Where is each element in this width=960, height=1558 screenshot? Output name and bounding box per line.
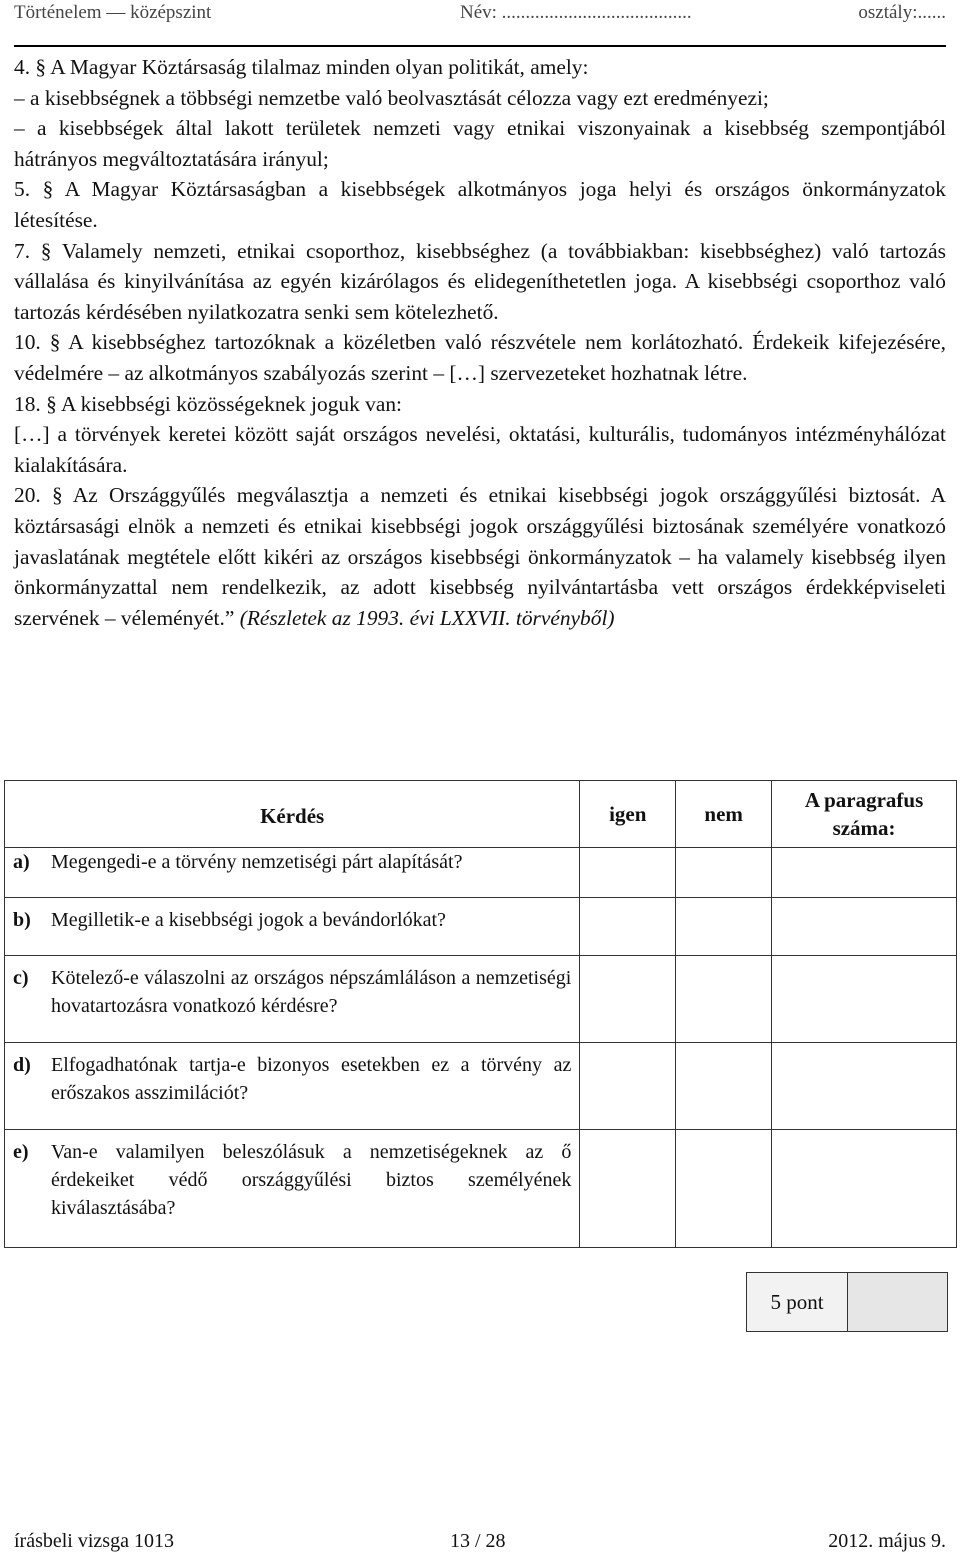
table-row (5, 1130, 957, 1248)
table-header-row (5, 781, 957, 848)
exam-date: 2012. május 9. (828, 1530, 946, 1552)
answer-yes-cell[interactable] (580, 1130, 676, 1248)
table-row (5, 848, 957, 898)
question-label: a) (13, 851, 30, 873)
table-row (5, 898, 957, 956)
paragraph-7: 7. § Valamely nemzeti, etnikai csoporthoz, kisebbséghez (a továbbiakban: kisebbséghez) való tartozás vállalása és kinyilvánítása az egyén kizárólagos és elidegeníthetetlen joga. A kisebbségi csoporthoz való tartozás kérdésében nyilatkozatra senki sem kötelezhető. (14, 238, 946, 324)
law-excerpt (14, 52, 946, 633)
question-label: d) (13, 1054, 31, 1076)
header-question: Kérdés (5, 781, 580, 848)
answer-no-cell[interactable] (676, 1130, 772, 1248)
header-paragraph-number: A paragrafus száma: (772, 781, 957, 848)
table-row (5, 956, 957, 1043)
paragraph-20 (14, 480, 946, 633)
question-cell (5, 1043, 580, 1130)
header-yes: igen (580, 781, 676, 848)
answer-yes-cell[interactable] (580, 956, 676, 1043)
question-cell (5, 1130, 580, 1248)
page-header (14, 0, 946, 36)
paragraph-18-item: […] a törvények keretei között saját országos nevelési, oktatási, kulturális, tudományos intézményhálózat kialakítására. (14, 422, 946, 477)
subject-title: Történelem — középszint (14, 2, 212, 23)
header-no: nem (676, 781, 772, 848)
score-box (746, 1272, 948, 1332)
paragraph-18: 18. § A kisebbségi közösségeknek joguk van: (14, 391, 402, 416)
paragraph-20-text: 20. § Az Országgyűlés megválasztja a nemzeti és etnikai kisebbségi jogok országgyűlési biztosát. A köztársasági elnök a nemzeti és etnikai kisebbségi jogok országgyűlési biztosának személyére vonatkozó javaslatának megtétele előtt kikéri az országos kisebbségi önkormányzatok – ha valamely kisebbség ilyen önkormányzattal nem rendelkezik, az adott kisebbség nyilvántartásba vett országos érdekképviseleti szervének – véleményét.” (14, 483, 946, 630)
question-cell (5, 848, 580, 898)
answer-no-cell[interactable] (676, 956, 772, 1043)
paragraph-4: 4. § A Magyar Köztársaság tilalmaz minden olyan politikát, amely: (14, 55, 589, 79)
source-citation: (Részletek az 1993. évi LXXVII. törvényből) (239, 605, 615, 630)
question-label: c) (13, 967, 29, 989)
answer-no-cell[interactable] (676, 1043, 772, 1130)
score-label: 5 pont (747, 1273, 848, 1331)
paragraph-number-cell[interactable] (772, 848, 957, 898)
question-label: e) (13, 1141, 29, 1163)
score-value-field[interactable] (848, 1273, 947, 1331)
answer-yes-cell[interactable] (580, 848, 676, 898)
page-number: 13 / 28 (450, 1530, 506, 1552)
paragraph-10: 10. § A kisebbséghez tartozóknak a közéletben való részvétele nem korlátozható. Érdekeik kifejezésére, védelmére – az alkotmányos szabályozás szerint – […] szervezeteket hozhatnak létre. (14, 330, 946, 385)
question-text: Van-e valamilyen beleszólásuk a nemzetiségeknek az ő érdekeiket védő országgyűlési biztos személyének kiválasztásába? (51, 1141, 572, 1219)
question-text: Megengedi-e a törvény nemzetiségi párt alapítását? (51, 851, 463, 873)
name-field: Név: ........................................ (460, 2, 692, 23)
question-label: b) (13, 909, 31, 931)
header-divider (14, 45, 946, 47)
paragraph-number-cell[interactable] (772, 898, 957, 956)
paragraph-4-item-2: – a kisebbségek által lakott területek nemzeti vagy etnikai viszonyainak a kisebbség szempontjából hátrányos megváltoztatására irányul; (14, 116, 946, 171)
paragraph-4-item-1: – a kisebbségnek a többségi nemzetbe való beolvasztását célozza vagy ezt eredményezi; (14, 85, 769, 110)
question-cell (5, 956, 580, 1043)
question-table (4, 780, 957, 1248)
exam-id: írásbeli vizsga 1013 (14, 1530, 174, 1552)
question-text: Kötelező-e válaszolni az országos népszámláláson a nemzetiségi hovatartozásra vonatkozó kérdésre? (51, 967, 572, 1017)
paragraph-number-cell[interactable] (772, 956, 957, 1043)
question-text: Elfogadhatónak tartja-e bizonyos esetekben ez a törvény az erőszakos asszimilációt? (51, 1054, 572, 1104)
answer-yes-cell[interactable] (580, 898, 676, 956)
table-row (5, 1043, 957, 1130)
question-text: Megilletik-e a kisebbségi jogok a bevándorlókat? (51, 909, 446, 931)
answer-no-cell[interactable] (676, 848, 772, 898)
answer-no-cell[interactable] (676, 898, 772, 956)
paragraph-number-cell[interactable] (772, 1130, 957, 1248)
paragraph-5: 5. § A Magyar Köztársaságban a kisebbségek alkotmányos joga helyi és országos önkormányzatok létesítése. (14, 177, 946, 232)
class-field: osztály:...... (858, 2, 946, 23)
answer-yes-cell[interactable] (580, 1043, 676, 1130)
paragraph-number-cell[interactable] (772, 1043, 957, 1130)
question-cell (5, 898, 580, 956)
